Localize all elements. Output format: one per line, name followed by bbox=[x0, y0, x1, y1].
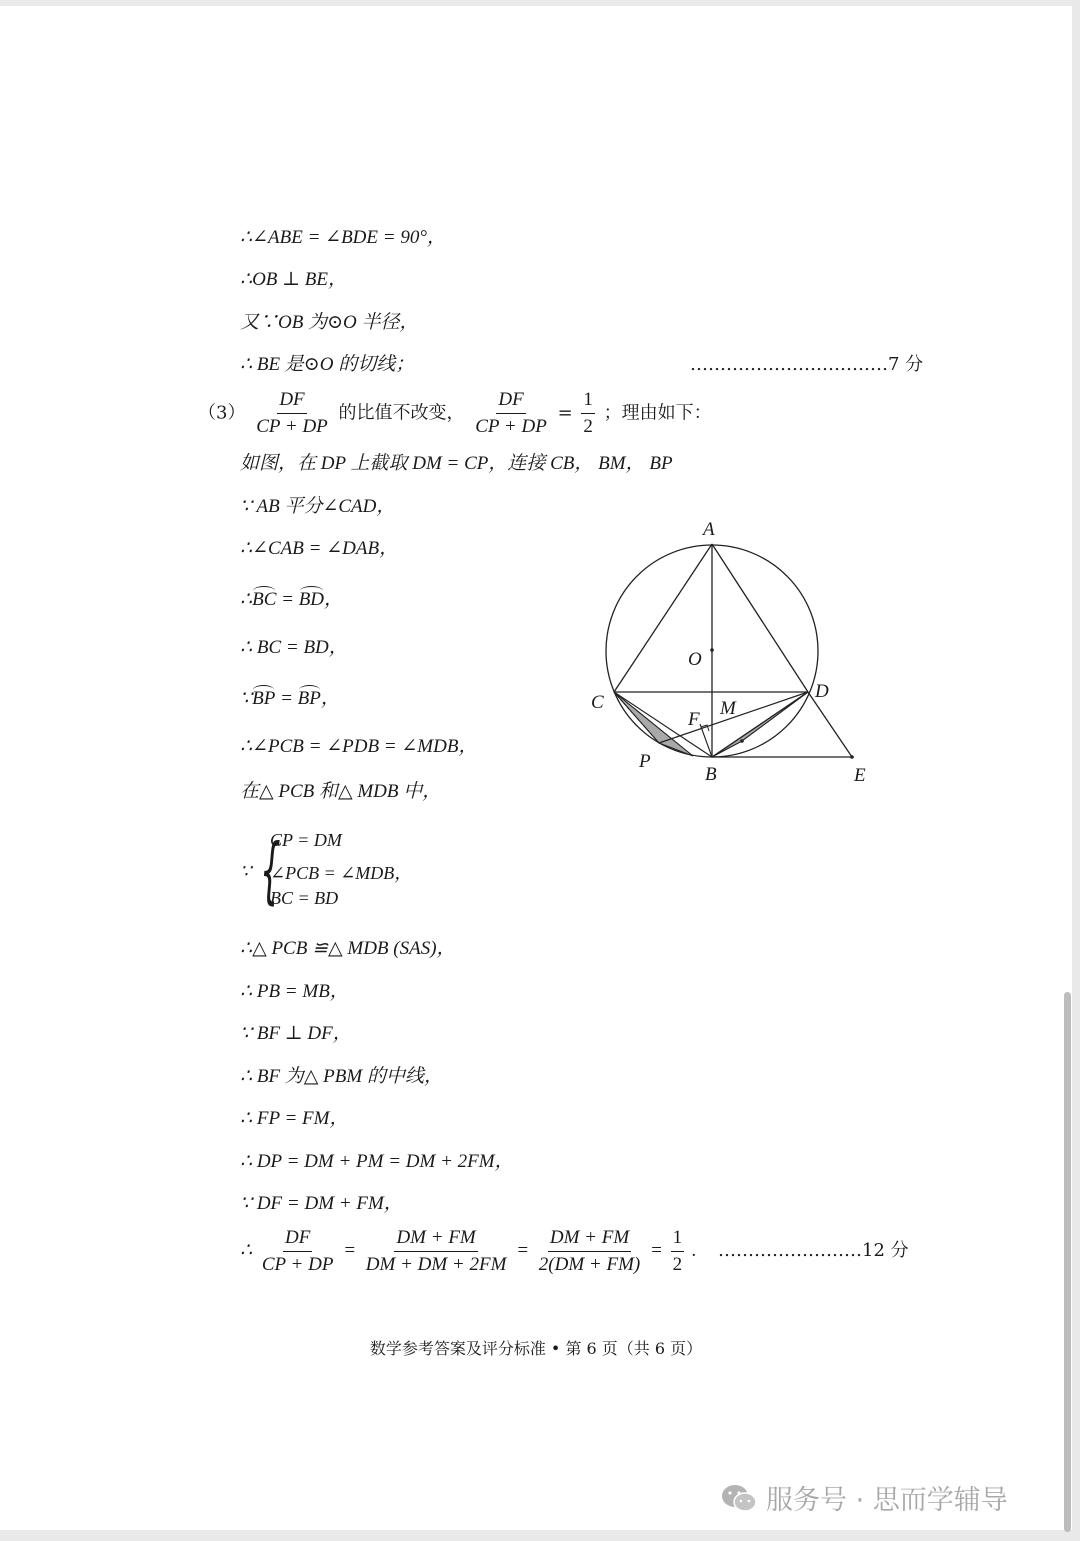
equals-sign: = bbox=[275, 688, 298, 709]
proof-line-11 bbox=[240, 688, 340, 710]
proof-line-3: 又∵OB 为⊙O 半径， bbox=[240, 312, 419, 333]
because-symbol: ∵ bbox=[240, 688, 253, 709]
shaded-triangle-pcb bbox=[614, 692, 693, 756]
proof-line-15: ∴△ PCB ≌△ MDB (SAS)， bbox=[240, 938, 456, 959]
period: . bbox=[691, 1239, 697, 1261]
comma: ， bbox=[324, 589, 344, 610]
fraction-df-ratio bbox=[254, 388, 330, 439]
left-brace-icon: { bbox=[260, 828, 281, 912]
fraction-denominator: 2 bbox=[583, 416, 593, 437]
proof-line-12: ∴∠PCB = ∠PDB = ∠MDB， bbox=[240, 736, 478, 757]
arc-bp-2: BP bbox=[297, 688, 321, 709]
arc-bc: BC bbox=[252, 589, 277, 610]
proof-line-1: ∴∠ABE = ∠BDE = 90°， bbox=[240, 227, 446, 248]
brace-conditions bbox=[240, 828, 440, 914]
proof-line-10: ∴ BC = BD， bbox=[240, 637, 348, 658]
proof-line-2: ∴OB ⊥ BE， bbox=[240, 269, 347, 290]
final-equation bbox=[240, 1226, 697, 1277]
condition-3: BC = BD bbox=[270, 888, 339, 908]
label-e: E bbox=[854, 765, 866, 786]
segment-ad bbox=[712, 544, 808, 692]
proof-line-13: 在△ PCB 和△ MDB 中， bbox=[240, 781, 442, 802]
proof-line-9 bbox=[240, 589, 343, 611]
therefore-symbol: ∴ bbox=[240, 1239, 253, 1261]
part-number: （3） bbox=[198, 402, 246, 424]
label-p: P bbox=[639, 751, 651, 772]
fraction-numerator: 1 bbox=[581, 388, 595, 414]
equals-sign: = bbox=[557, 402, 573, 424]
watermark bbox=[720, 1478, 1008, 1517]
label-m: M bbox=[720, 698, 736, 719]
document-page bbox=[0, 6, 1072, 1530]
arc-bd: BD bbox=[298, 589, 325, 610]
watermark-text: 服务号 · 思而学辅导 bbox=[766, 1485, 1008, 1516]
geometry-figure bbox=[580, 511, 890, 796]
fraction-numerator: DF bbox=[496, 388, 525, 414]
label-o: O bbox=[688, 649, 702, 670]
fraction-denominator: 2(DM + FM) bbox=[538, 1254, 641, 1275]
fraction-df-ratio-2 bbox=[473, 388, 549, 439]
proof-line-4: ∴ BE 是⊙O 的切线； bbox=[240, 354, 415, 375]
proof-line-21: ∵ DF = DM + FM， bbox=[240, 1193, 403, 1214]
label-b: B bbox=[705, 764, 717, 785]
statement-tail: ；理由如下： bbox=[603, 402, 712, 424]
fraction-denominator: CP + DP bbox=[261, 1254, 334, 1275]
fraction-numerator: 1 bbox=[671, 1226, 685, 1252]
proof-line-18: ∴ BF 为△ PBM 的中线， bbox=[240, 1066, 443, 1087]
fraction-numerator: DM + FM bbox=[548, 1226, 631, 1252]
equals-sign: = bbox=[343, 1239, 357, 1261]
fraction-numerator: DM + FM bbox=[394, 1226, 477, 1252]
arc-bp: BP bbox=[252, 688, 276, 709]
label-a: A bbox=[703, 519, 715, 540]
label-d: D bbox=[815, 681, 829, 702]
proof-line-6: 如图，在 DP 上截取 DM = CP，连接 CB， BM， BP bbox=[240, 453, 673, 474]
page-footer: 数学参考答案及评分标准 • 第 6 页（共 6 页） bbox=[369, 1339, 703, 1358]
proof-line-8: ∴∠CAB = ∠DAB， bbox=[240, 538, 399, 559]
fraction-1 bbox=[260, 1226, 336, 1277]
score-7: ……………………………7 分 bbox=[690, 354, 924, 375]
part-3-statement bbox=[198, 388, 712, 439]
condition-2: ∠PCB = ∠MDB， bbox=[270, 863, 413, 883]
segment-bf bbox=[700, 724, 712, 757]
scrollbar-thumb[interactable] bbox=[1064, 992, 1071, 1532]
therefore-symbol: ∴ bbox=[240, 589, 253, 610]
label-f: F bbox=[688, 709, 700, 730]
proof-line-19: ∴ FP = FM， bbox=[240, 1108, 349, 1129]
proof-line-17: ∵ BF ⊥ DF， bbox=[240, 1023, 352, 1044]
equals-sign: = bbox=[516, 1239, 530, 1261]
fraction-one-half bbox=[581, 388, 595, 439]
point-e-dot bbox=[850, 755, 854, 759]
score-12: ……………………12 分 bbox=[718, 1240, 909, 1261]
fraction-denominator: CP + DP bbox=[475, 416, 547, 437]
wechat-icon bbox=[720, 1483, 758, 1513]
fraction-2 bbox=[364, 1226, 509, 1277]
proof-line-7: ∵ AB 平分∠CAD， bbox=[240, 496, 396, 517]
comma: ， bbox=[320, 688, 340, 709]
fraction-denominator: DM + DM + 2FM bbox=[365, 1254, 507, 1275]
fraction-3 bbox=[537, 1226, 642, 1277]
fraction-4 bbox=[671, 1226, 685, 1277]
equals-sign: = bbox=[650, 1239, 663, 1261]
proof-line-20: ∴ DP = DM + PM = DM + 2FM， bbox=[240, 1151, 514, 1172]
condition-1: CP = DM bbox=[270, 830, 342, 850]
proof-line-16: ∴ PB = MB， bbox=[240, 981, 349, 1002]
point-o-dot bbox=[710, 648, 714, 652]
equals-sign: = bbox=[276, 589, 299, 610]
fraction-numerator: DF bbox=[277, 388, 306, 414]
fraction-denominator: CP + DP bbox=[256, 416, 328, 437]
label-c: C bbox=[591, 692, 604, 713]
fraction-denominator: 2 bbox=[672, 1254, 683, 1275]
statement-text: 的比值不改变， bbox=[338, 402, 465, 424]
point-m-dot bbox=[740, 739, 744, 743]
fraction-numerator: DF bbox=[283, 1226, 312, 1252]
because-symbol: ∵ bbox=[240, 861, 252, 881]
